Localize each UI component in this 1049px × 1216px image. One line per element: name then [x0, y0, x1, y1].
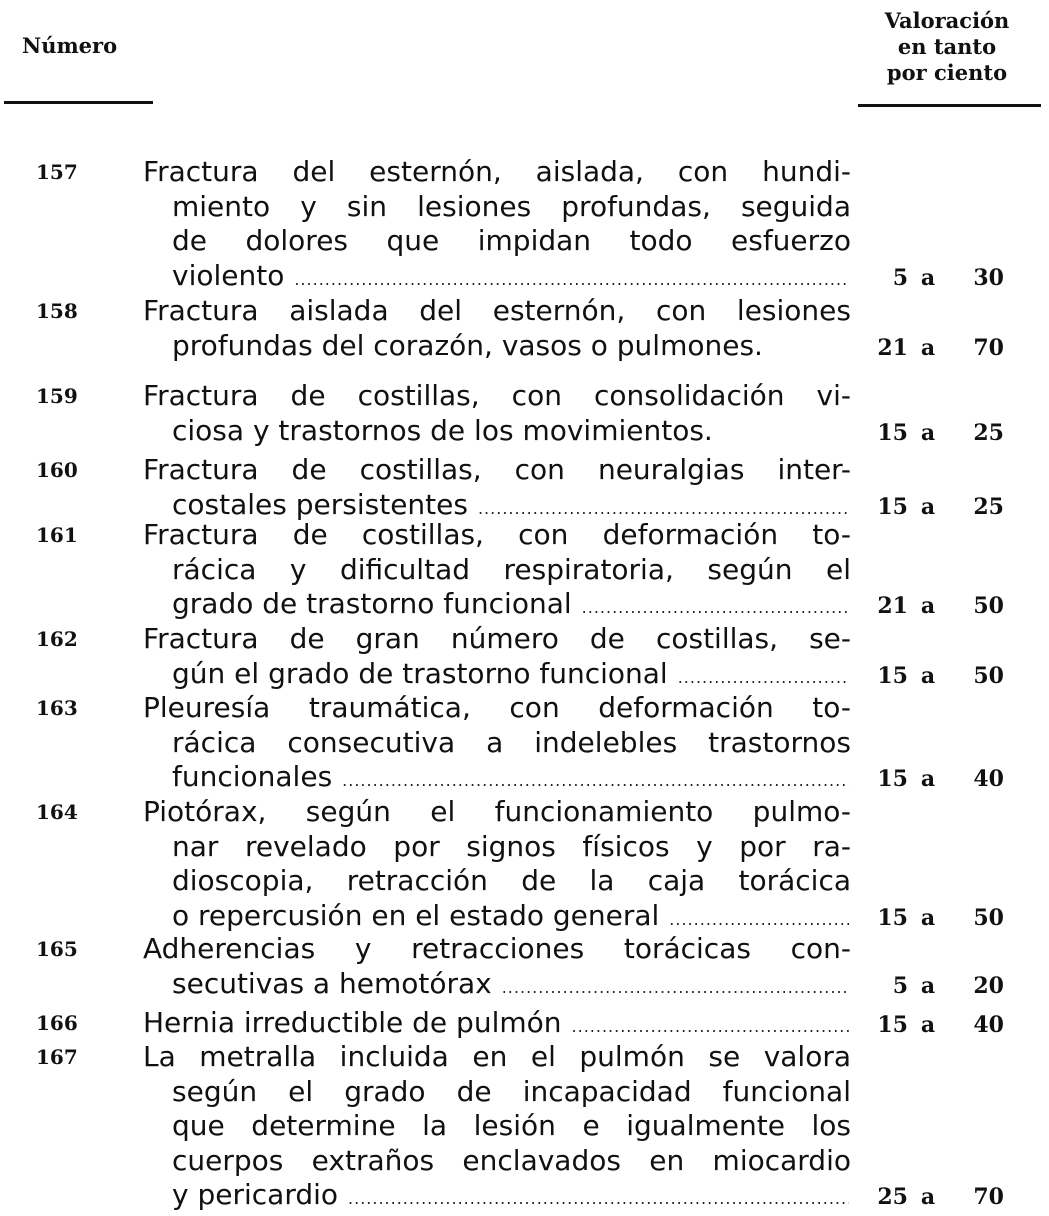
entry-description-line: [172, 328, 851, 364]
entry-description-line: Fractura de costillas, con deformación to-: [143, 518, 851, 551]
entry-number: 166: [36, 1011, 78, 1035]
dot-leader: [678, 660, 849, 692]
valuation-separator: a: [920, 1012, 936, 1038]
entry-description-line: nar revelado por signos físicos y por ra-: [172, 829, 851, 863]
entry-number: 164: [36, 800, 78, 824]
valuation-max: 50: [973, 593, 1004, 619]
valuation-min: 5: [892, 264, 908, 291]
valuation-max: 40: [973, 766, 1004, 792]
valuation-min: 15: [877, 419, 908, 446]
valuation-range: [872, 761, 1008, 797]
valuation-min: 5: [892, 972, 908, 999]
entry-description-line: [172, 898, 851, 934]
entry-description-text: y pericardio: [172, 1178, 339, 1211]
dot-leader: [342, 763, 849, 795]
valuation-min: 15: [877, 662, 908, 689]
entry-description-line: Adherencias y retracciones torácicas con-: [143, 932, 851, 965]
entry-description-text: grado de trastorno funcional: [172, 587, 572, 620]
valuation-max: 50: [973, 662, 1004, 689]
entry-description-text: costales persistentes: [172, 487, 468, 521]
valuation-min: 15: [877, 766, 908, 792]
entry-description-text: o repercusión en el estado general: [172, 898, 660, 932]
valuation-separator: a: [920, 904, 936, 931]
entry-description-text: violento: [172, 258, 285, 292]
valuation-max: 25: [973, 493, 1004, 520]
numero-column-header: Número: [22, 33, 118, 58]
valuation-range: [872, 900, 1008, 936]
entry-description-line: Fractura aislada del esternón, con lesiones: [143, 294, 851, 327]
entry-number: 163: [36, 696, 78, 720]
valoracion-column-header: [862, 8, 1032, 86]
valuation-separator: a: [920, 419, 936, 446]
valoracion-header-line: en tanto: [897, 34, 997, 59]
entry-description-line: Fractura de costillas, con consolidación vi-: [143, 379, 851, 412]
valuation-range: [872, 968, 1008, 1004]
valuation-separator: a: [920, 493, 936, 520]
valuation-separator: a: [920, 264, 936, 291]
entry-number: 160: [36, 458, 78, 482]
valuation-range: [872, 1007, 1008, 1043]
entry-description-line: Fractura del esternón, aislada, con hundi-: [143, 155, 851, 188]
valuation-range: [872, 1179, 1008, 1215]
numero-header-rule: [4, 101, 153, 104]
dot-leader: [669, 902, 849, 934]
entry-number: 165: [36, 937, 78, 961]
entry-number: 161: [36, 523, 78, 547]
entry-description-line: Piotórax, según el funcionamiento pulmo-: [143, 795, 851, 828]
entry-description-line: [172, 586, 851, 622]
entry-description-text: funcionales: [172, 760, 333, 793]
entry-description-text: secutivas a hemotórax: [172, 966, 492, 1000]
valuation-max: 25: [973, 419, 1004, 446]
entry-description-line: [172, 258, 851, 294]
entry-description-text: Hernia irreductible de pulmón: [143, 1006, 562, 1039]
valuation-separator: a: [920, 593, 936, 619]
valuation-range: [872, 658, 1008, 694]
valuation-separator: a: [920, 334, 936, 361]
valoracion-header-rule: [858, 104, 1041, 107]
valuation-min: 25: [877, 1184, 908, 1210]
valuation-max: 20: [973, 972, 1004, 999]
dot-leader: [572, 1009, 849, 1041]
valuation-min: 21: [877, 334, 908, 361]
valuation-min: 15: [877, 493, 908, 520]
valuation-separator: a: [920, 1184, 936, 1210]
entry-description-line: Fractura de gran número de costillas, se-: [143, 622, 851, 655]
entry-description-text: gún el grado de trastorno funcional: [172, 656, 668, 690]
entry-description-line: cuerpos extraños enclavados en miocardio: [172, 1143, 851, 1177]
entry-description-line: según el grado de incapacidad funcional: [172, 1074, 851, 1108]
entry-description-line: Fractura de costillas, con neuralgias inter-: [143, 453, 851, 486]
valuation-max: 70: [973, 1184, 1004, 1210]
dot-leader: [502, 970, 849, 1002]
valuation-max: 70: [973, 334, 1004, 361]
entry-number: 167: [36, 1045, 78, 1069]
entry-number: 158: [36, 299, 78, 323]
entry-description-line: [172, 1177, 851, 1213]
valuation-separator: a: [920, 766, 936, 792]
entry-description-line: dioscopia, retracción de la caja torácica: [172, 864, 851, 897]
valuation-separator: a: [920, 662, 936, 689]
valuation-max: 50: [973, 904, 1004, 931]
valuation-range: [872, 415, 1008, 451]
dot-leader: [294, 262, 849, 294]
entry-description-line: La metralla incluida en el pulmón se valora: [143, 1040, 851, 1073]
entry-description-line: que determine la lesión e igualmente los: [172, 1109, 851, 1142]
valuation-range: [872, 489, 1008, 525]
entry-description-line: de dolores que impidan todo esfuerzo: [172, 224, 851, 257]
entry-number: 157: [36, 160, 78, 184]
valuation-min: 15: [877, 1012, 908, 1038]
valuation-range: [872, 588, 1008, 624]
valoracion-header-line: por ciento: [886, 60, 1008, 85]
entry-description-line: rácica y dificultad respiratoria, según el: [172, 552, 851, 586]
entry-number: 159: [36, 384, 78, 408]
entry-description-text: profundas del corazón, vasos o pulmones.: [172, 328, 763, 362]
entry-description-line: Pleuresía traumática, con deformación to-: [143, 691, 851, 724]
entry-description-text: ciosa y trastornos de los movimientos.: [172, 413, 713, 447]
valuation-min: 21: [877, 593, 908, 619]
entry-description-line: [172, 413, 851, 449]
valuation-separator: a: [920, 972, 936, 999]
dot-leader: [582, 590, 849, 622]
entry-description-line: [143, 1005, 851, 1041]
valuation-max: 40: [973, 1012, 1004, 1038]
dot-leader: [348, 1181, 849, 1213]
valuation-min: 15: [877, 904, 908, 931]
entry-description-line: [172, 656, 851, 692]
valoracion-header-line: Valoración: [884, 8, 1010, 33]
entry-description-line: [172, 759, 851, 795]
entry-description-line: [172, 966, 851, 1002]
entry-number: 162: [36, 627, 78, 651]
valuation-range: [872, 330, 1008, 366]
valuation-range: [872, 260, 1008, 296]
valuation-max: 30: [973, 264, 1004, 291]
entry-description-line: rácica consecutiva a indelebles trastornos: [172, 725, 851, 759]
entry-description-line: miento y sin lesiones profundas, seguida: [172, 189, 851, 223]
